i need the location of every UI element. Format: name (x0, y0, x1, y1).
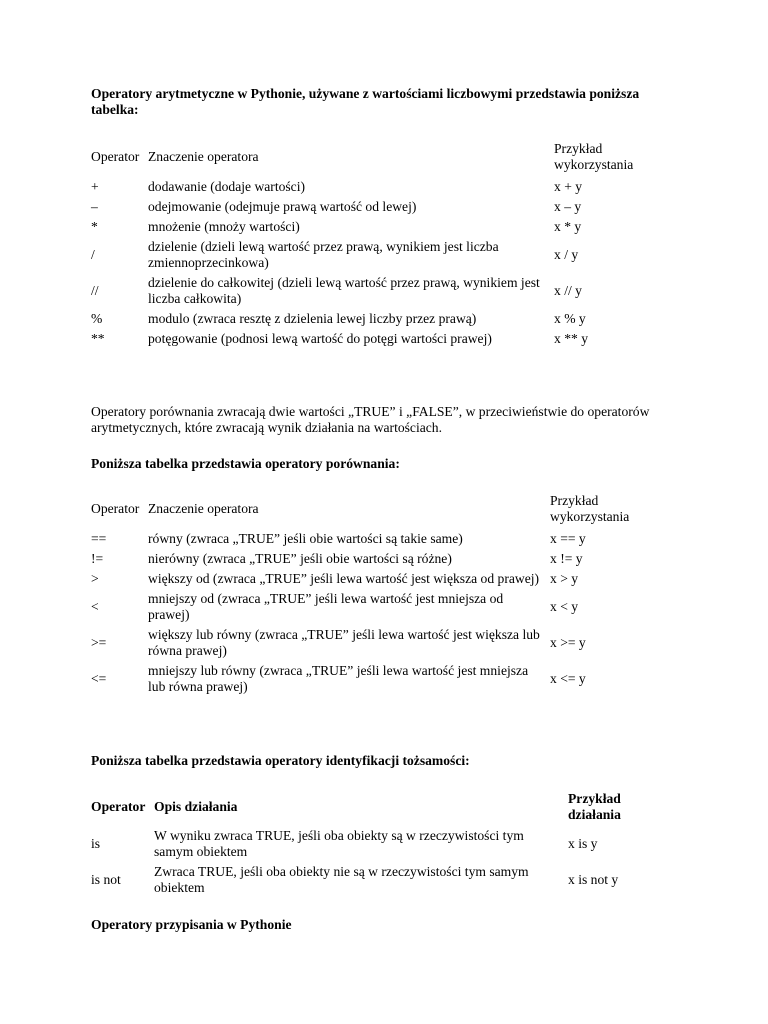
assignment-heading: Operatory przypisania w Pythonie (91, 917, 292, 932)
table-row (88, 589, 653, 625)
operator-cell: is (91, 836, 101, 851)
header-operator: Operator (91, 799, 146, 814)
comparison-intro: Operatory porównania zwracają dwie wartości „TRUE” i „FALSE”, w przeciwieństwie do operatorów arytmetycznych, które zwracają wynik działania na wartościach. (91, 404, 650, 435)
example-cell: x < y (550, 599, 579, 614)
header-meaning: Znaczenie operatora (148, 149, 259, 164)
description-cell: W wyniku zwraca TRUE, jeśli oba obiekty są w rzeczywistości tym samym obiektem (154, 828, 524, 859)
table-row (88, 273, 657, 309)
example-cell: x is y (568, 836, 598, 851)
example-cell: x != y (550, 551, 583, 566)
identity-heading: Poniższa tabelka przedstawia operatory identyfikacji tożsamości: (91, 753, 470, 768)
operator-cell: ** (91, 331, 105, 346)
header-operator: Operator (91, 149, 140, 164)
table-header-row (88, 489, 653, 529)
example-cell: x <= y (550, 671, 586, 686)
header-meaning: Opis działania (154, 799, 238, 814)
operator-cell: + (91, 179, 99, 194)
example-cell: x * y (554, 219, 582, 234)
arithmetic-heading: Operatory arytmetyczne w Pythonie, używane z wartościami liczbowymi przedstawia poniższa tabelka: (91, 86, 640, 117)
operator-cell: % (91, 311, 103, 326)
description-cell: modulo (zwraca resztę z dzielenia lewej liczby przez prawą) (148, 311, 477, 326)
operator-cell: // (91, 283, 99, 298)
example-cell: x ** y (554, 331, 588, 346)
table-row (88, 625, 653, 661)
table-row (88, 549, 653, 569)
table-row (88, 826, 651, 862)
table-row (88, 309, 657, 329)
description-cell: odejmowanie (odejmuje prawą wartość od lewej) (148, 199, 417, 214)
table-row (88, 217, 657, 237)
table-row (88, 177, 657, 197)
table-row (88, 237, 657, 273)
description-cell: mniejszy lub równy (zwraca „TRUE” jeśli lewa wartość jest mniejsza lub równa prawej) (148, 663, 529, 694)
table-row (88, 197, 657, 217)
example-cell: x > y (550, 571, 579, 586)
table-header-row (88, 137, 657, 177)
description-cell: dzielenie do całkowitej (dzieli lewą wartość przez prawą, wynikiem jest liczba całkowita) (148, 275, 540, 306)
operator-cell: / (91, 247, 95, 262)
arithmetic-table (88, 137, 657, 349)
example-cell: x % y (554, 311, 586, 326)
description-cell: równy (zwraca „TRUE” jeśli obie wartości są takie same) (148, 531, 463, 546)
table-row (88, 862, 651, 898)
operator-cell: >= (91, 635, 107, 650)
description-cell: mnożenie (mnoży wartości) (148, 219, 300, 234)
description-cell: Zwraca TRUE, jeśli oba obiekty nie są w rzeczywistości tym samym obiektem (154, 864, 529, 895)
comparison-heading: Poniższa tabelka przedstawia operatory porównania: (91, 456, 400, 471)
operator-cell: == (91, 531, 107, 546)
operator-cell: <= (91, 671, 107, 686)
header-operator: Operator (91, 501, 140, 516)
operator-cell: * (91, 219, 98, 234)
table-row (88, 529, 653, 549)
header-example: Przykład wykorzystania (550, 493, 630, 524)
comparison-table (88, 489, 653, 697)
example-cell: x // y (554, 283, 582, 298)
example-cell: x – y (554, 199, 582, 214)
table-row (88, 661, 653, 697)
header-meaning: Znaczenie operatora (148, 501, 259, 516)
table-row (88, 329, 657, 349)
description-cell: potęgowanie (podnosi lewą wartość do potęgi wartości prawej) (148, 331, 492, 346)
description-cell: mniejszy od (zwraca „TRUE” jeśli lewa wartość jest mniejsza od prawej) (148, 591, 504, 622)
operator-cell: is not (91, 872, 121, 887)
description-cell: większy od (zwraca „TRUE” jeśli lewa wartość jest większa od prawej) (148, 571, 540, 586)
description-cell: dodawanie (dodaje wartości) (148, 179, 306, 194)
identity-table (88, 788, 651, 898)
operator-cell: – (91, 199, 98, 214)
header-example: Przykład działania (568, 791, 621, 822)
table-header-row (88, 788, 651, 826)
description-cell: nierówny (zwraca „TRUE” jeśli obie wartości są różne) (148, 551, 452, 566)
operator-cell: > (91, 571, 99, 586)
table-row (88, 569, 653, 589)
description-cell: większy lub równy (zwraca „TRUE” jeśli lewa wartość jest większa lub równa prawej) (148, 627, 540, 658)
example-cell: x == y (550, 531, 586, 546)
description-cell: dzielenie (dzieli lewą wartość przez prawą, wynikiem jest liczba zmiennoprzecinkowa) (148, 239, 499, 270)
example-cell: x / y (554, 247, 579, 262)
operator-cell: != (91, 551, 104, 566)
example-cell: x + y (554, 179, 583, 194)
example-cell: x is not y (568, 872, 619, 887)
example-cell: x >= y (550, 635, 586, 650)
header-example: Przykład wykorzystania (554, 141, 634, 172)
operator-cell: < (91, 599, 99, 614)
